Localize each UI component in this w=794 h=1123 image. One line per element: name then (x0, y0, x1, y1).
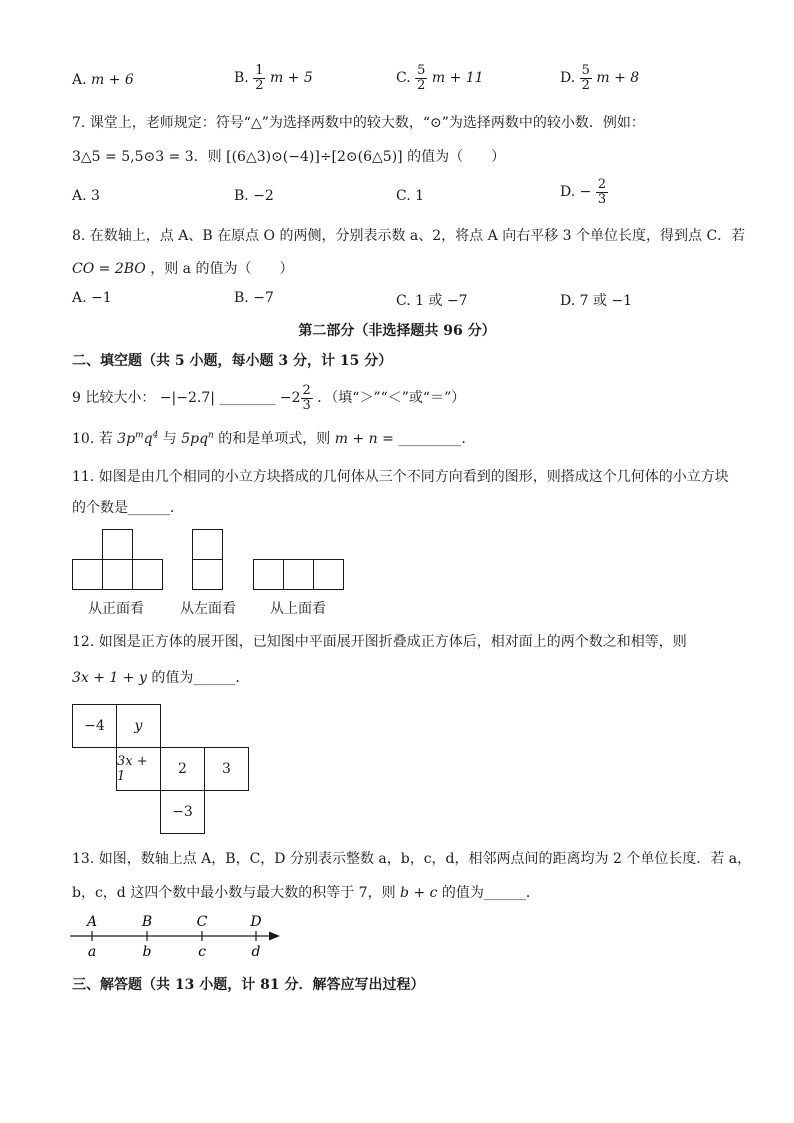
section2-title: 二、填空题（共 5 小题，每小题 3 分，计 15 分） (72, 353, 393, 369)
option-label: B. (234, 290, 249, 306)
fraction (415, 64, 427, 92)
term-base: 3p (117, 431, 136, 447)
denominator: 2 (581, 77, 590, 93)
fraction (253, 64, 265, 92)
numerator: 1 (255, 63, 264, 78)
fraction (301, 384, 313, 412)
q6-option-c (396, 64, 484, 92)
exponent: n (208, 430, 214, 441)
q13-line2 (72, 882, 540, 902)
exponent: m (135, 430, 144, 441)
q13-line1: 13. 如图，数轴上点 A，B，C，D 分别表示整数 a，b，c，d，相邻两点间的距离均为 2 个单位长度．若 a， (72, 851, 752, 867)
q10-term2 (181, 431, 214, 447)
section3-title: 三、解答题（共 13 小题，计 81 分．解答应写出过程） (72, 977, 425, 993)
front-view-cell (132, 559, 163, 590)
point-value-c: c (198, 944, 206, 960)
net-cell-3x1: 3x + 1 (116, 747, 161, 791)
numerator: 5 (581, 63, 590, 78)
option-label: A. (72, 290, 87, 306)
top-view-cell (283, 559, 314, 590)
q6-option-d (560, 64, 639, 92)
option-expr: m + 8 (596, 70, 640, 87)
option-label: C. (396, 70, 411, 87)
label-left-view: 从左面看 (180, 601, 236, 617)
q11-line2: 的个数是______． (72, 500, 184, 516)
q8-line1: 8. 在数轴上，点 A、B 在原点 O 的两侧，分别表示数 a、2，将点 A 向右平移 3 个单位长度，得到点 C．若 (72, 228, 746, 244)
part2-title: 第二部分（非选择题共 96 分） (298, 323, 496, 339)
q10-blank[interactable]: _________ (398, 431, 462, 447)
q10-expr: m + n = (334, 431, 394, 447)
label-front-view: 从正面看 (88, 601, 144, 617)
net-cell-neg4: −4 (72, 704, 117, 748)
point-value-b: b (142, 944, 152, 960)
option-expr: m + 5 (269, 70, 313, 87)
q10-mid: 与 (162, 431, 177, 447)
q7-option-c: C. 1 (396, 188, 425, 204)
denominator: 3 (302, 397, 311, 413)
numerator: 2 (597, 177, 607, 192)
number-line (66, 912, 296, 962)
q8-option-d: D. 7 或 −1 (560, 293, 633, 309)
q6-option-a (72, 72, 134, 88)
point-label-B: B (141, 914, 153, 930)
denominator: 2 (417, 77, 426, 93)
q7-example: 3△5 = 5,5⊙3 = 3．则 (72, 149, 222, 165)
point-label-D: D (250, 914, 262, 930)
option-label: B. (234, 188, 249, 204)
front-view-cell (102, 559, 133, 590)
q8-option-a (72, 290, 112, 306)
q7-line1: 7. 课堂上，老师规定：符号“△”为选择两数中的较大数，“⊙”为选择两数中的较小数．例如： (72, 115, 645, 131)
point-value-a: a (87, 944, 97, 960)
option-expr: −2 (253, 188, 274, 204)
q10-end: . (461, 431, 466, 447)
q10-term1 (117, 431, 158, 447)
q9-tail: ．（填“＞”“＜”或“＝”） (317, 390, 466, 407)
q12-line1: 12. 如图是正方体的展开图，已知图中平面展开图折叠成正方体后，相对面上的两个数之和相等，则 (72, 634, 687, 650)
q6-option-b (234, 64, 313, 92)
fraction (596, 178, 608, 206)
point-value-d: d (251, 944, 261, 960)
q8-expression: CO = 2BO (72, 261, 146, 277)
q9-line (72, 384, 465, 412)
q8-question: ，则 a 的值为（ ） (150, 261, 294, 277)
option-label: D. (560, 70, 576, 87)
fraction (580, 64, 592, 92)
q7-option-d (560, 178, 608, 206)
q9-expr1: −|−2.7| (159, 390, 215, 407)
number-line-arrow (269, 932, 280, 941)
q7-option-b (234, 188, 274, 204)
top-view-cell (253, 559, 284, 590)
denominator: 2 (255, 77, 264, 93)
q7-option-a: A. 3 (72, 188, 100, 204)
q13-expression: b + c (400, 885, 438, 901)
q8-option-b (234, 290, 274, 306)
option-expr: m + 6 (91, 72, 134, 88)
exponent: 4 (152, 430, 159, 441)
net-cell-3: 3 (204, 747, 249, 791)
q8-line2 (72, 258, 293, 278)
point-label-C: C (196, 914, 208, 930)
option-expr: −1 (91, 290, 112, 306)
option-label: B. (234, 70, 249, 87)
q12-line2 (72, 667, 249, 687)
q9-blank[interactable]: ________ (219, 390, 276, 407)
q9-expr2-int: −2 (279, 390, 301, 407)
q12-question: 的值为______． (151, 670, 250, 686)
q7-expression: [(6△3)⊙(−4)]÷[2⊙(6△5)] (226, 149, 403, 165)
numerator: 5 (417, 63, 426, 78)
q10-lead: 10. 若 (72, 431, 113, 447)
option-expr: −7 (253, 290, 274, 306)
left-view-cell (192, 559, 223, 590)
left-view-cell (192, 529, 223, 560)
q9-number: 9 (72, 390, 81, 407)
net-cell-neg3: −3 (160, 790, 205, 834)
q13-question: 的值为______． (441, 885, 540, 901)
label-top-view: 从上面看 (270, 601, 326, 617)
q10-tail: 的和是单项式，则 (218, 431, 331, 447)
q7-line2 (72, 146, 505, 166)
numerator: 2 (302, 383, 311, 398)
q8-option-c: C. 1 或 −7 (396, 293, 468, 309)
net-cell-2: 2 (160, 747, 205, 791)
top-view-cell (313, 559, 344, 590)
q10-line (72, 428, 466, 448)
option-label: A. (72, 72, 87, 88)
option-expr: m + 11 (431, 70, 484, 87)
term-base: q (143, 431, 153, 447)
term-base: 5pq (181, 431, 209, 447)
q11-line1: 11. 如图是由几个相同的小立方块搭成的几何体从三个不同方向看到的图形，则搭成这个几何体的小立方块 (72, 469, 729, 485)
denominator: 3 (597, 191, 607, 207)
front-view-cell (102, 529, 133, 560)
q13-lead: b，c，d 这四个数中最小数与最大数的积等于 7，则 (72, 885, 396, 901)
net-cell-y: y (116, 704, 161, 748)
q7-question: 的值为（ ） (407, 149, 506, 165)
q12-expression: 3x + 1 + y (72, 670, 147, 686)
minus-sign: − (579, 184, 592, 201)
q9-lead: 比较大小： (85, 390, 156, 407)
option-label: D. (560, 184, 576, 201)
front-view-cell (72, 559, 103, 590)
point-label-A: A (86, 914, 98, 930)
